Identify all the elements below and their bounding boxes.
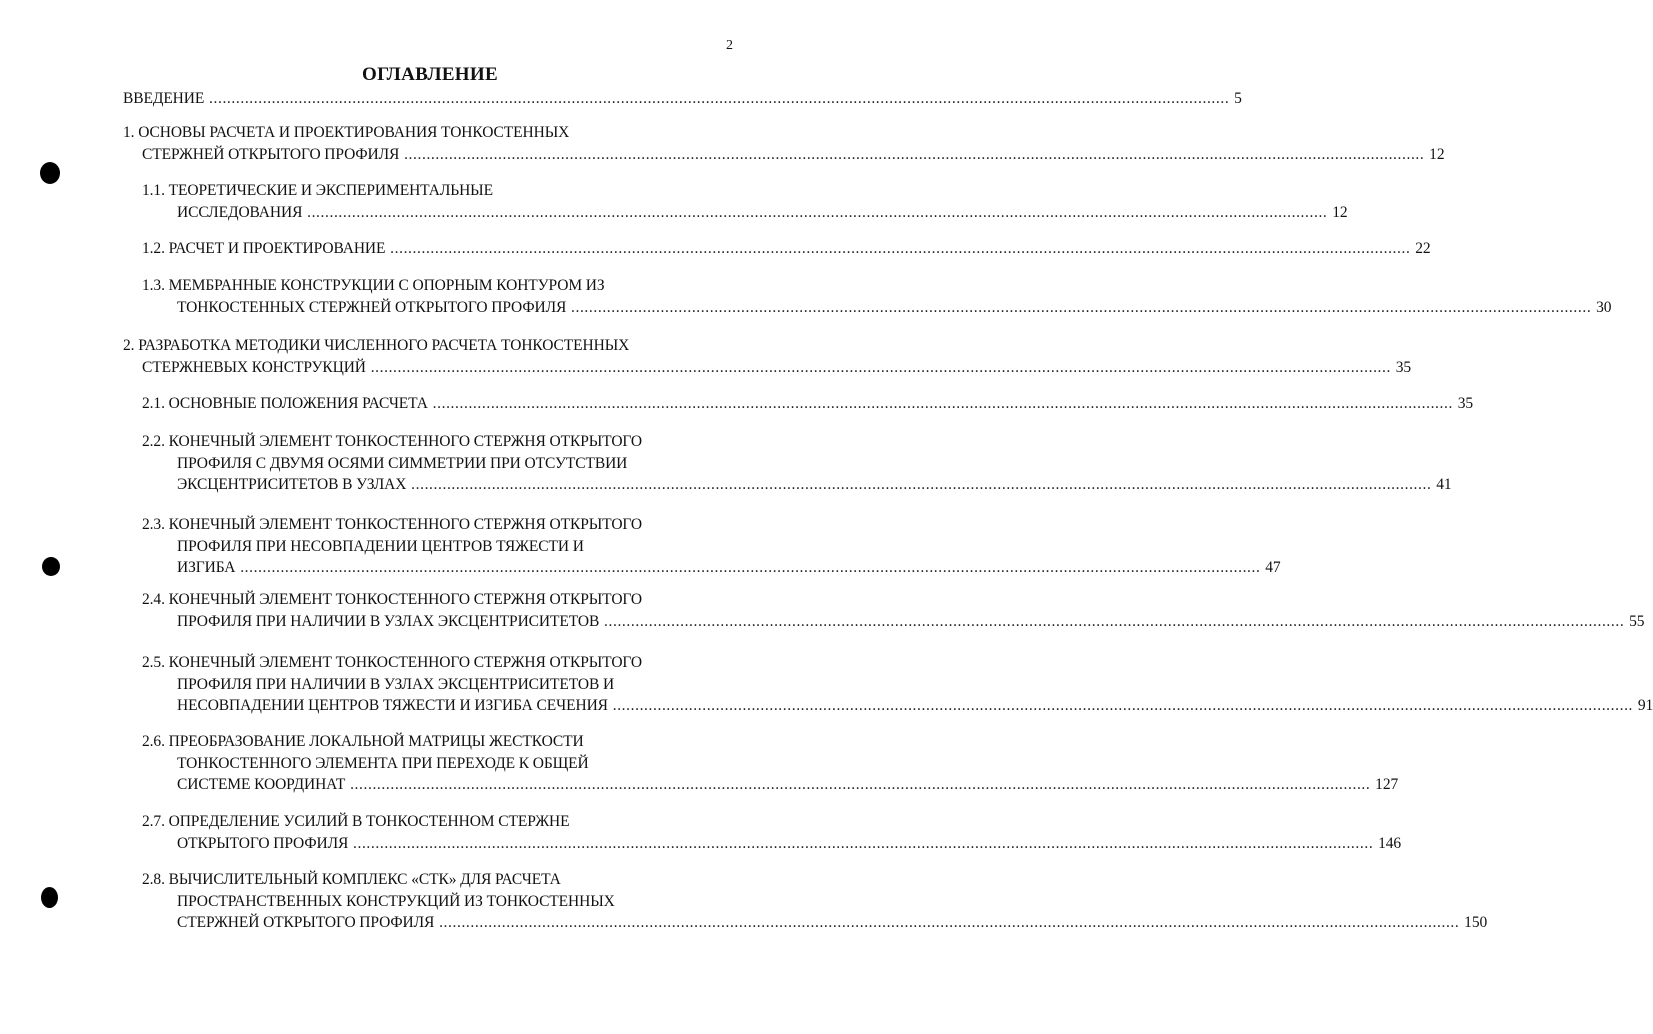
toc-page-number: 12 — [1332, 203, 1348, 221]
leader-dots — [439, 914, 1459, 931]
toc-entry-1-1[interactable] — [142, 180, 1348, 223]
toc-entry-title: 1.1. ТЕОРЕТИЧЕСКИЕ И ЭКСПЕРИМЕНТАЛЬНЫЕ — [142, 182, 493, 199]
toc-page-number: 12 — [1429, 145, 1445, 163]
leader-dots — [353, 835, 1373, 852]
toc-entry-title: ВВЕДЕНИЕ — [123, 90, 205, 107]
leader-dots — [604, 613, 1624, 630]
leader-dots — [433, 395, 1453, 412]
toc-entry-title-cont: ТОНКОСТЕННОГО ЭЛЕМЕНТА ПРИ ПЕРЕХОДЕ К ОБЩЕЙ — [177, 754, 589, 772]
leader-dots — [209, 90, 1229, 107]
toc-entry-title-cont: СТЕРЖНЕЙ ОТКРЫТОГО ПРОФИЛЯ — [177, 914, 435, 931]
toc-entry-title-cont: СИСТЕМЕ КООРДИНАТ — [177, 776, 346, 793]
toc-page-number: 41 — [1436, 476, 1452, 493]
toc-entry-intro[interactable] — [123, 88, 1242, 110]
scan-blot — [40, 162, 60, 184]
toc-entry-title: 2.3. КОНЕЧНЫЙ ЭЛЕМЕНТ ТОНКОСТЕННОГО СТЕРЖНЯ ОТКРЫТОГО — [142, 516, 643, 533]
toc-page-number: 47 — [1265, 559, 1281, 576]
toc-page-number: 55 — [1629, 612, 1645, 630]
leader-dots — [307, 204, 1327, 221]
scan-blot — [41, 887, 58, 908]
toc-page-number: 5 — [1234, 90, 1242, 107]
toc-page-number: 91 — [1637, 697, 1653, 714]
leader-dots — [240, 559, 1260, 576]
toc-entry-title-cont: ПРОФИЛЯ ПРИ НЕСОВПАДЕНИИ ЦЕНТРОВ ТЯЖЕСТИ И — [177, 537, 584, 555]
toc-entry-2-4[interactable] — [142, 589, 1645, 632]
toc-entry-title: 1. ОСНОВЫ РАСЧЕТА И ПРОЕКТИРОВАНИЯ ТОНКОСТЕННЫХ — [123, 124, 570, 141]
toc-entry-title: 2.4. КОНЕЧНЫЙ ЭЛЕМЕНТ ТОНКОСТЕННОГО СТЕРЖНЯ ОТКРЫТОГО — [142, 591, 643, 608]
toc-entry-2-5[interactable] — [142, 652, 1653, 717]
toc-page-number: 127 — [1375, 776, 1399, 793]
toc-entry-1-3[interactable] — [142, 275, 1612, 318]
toc-entry-1-2[interactable] — [142, 238, 1431, 260]
page-number: 2 — [726, 38, 733, 53]
scan-blot — [42, 557, 60, 576]
toc-entry-2-7[interactable] — [142, 811, 1402, 854]
toc-entry-title-cont: НЕСОВПАДЕНИИ ЦЕНТРОВ ТЯЖЕСТИ И ИЗГИБА СЕЧЕНИЯ — [177, 697, 608, 714]
toc-entry-title-cont: ЭКСЦЕНТРИСИТЕТОВ В УЗЛАХ — [177, 476, 407, 493]
toc-entry-title: 2.6. ПРЕОБРАЗОВАНИЕ ЛОКАЛЬНОЙ МАТРИЦЫ ЖЕСТКОСТИ — [142, 733, 584, 750]
toc-entry-title-cont: ПРОФИЛЯ С ДВУМЯ ОСЯМИ СИММЕТРИИ ПРИ ОТСУТСТВИИ — [177, 454, 628, 472]
toc-entry-title-cont: ПРОФИЛЯ ПРИ НАЛИЧИИ В УЗЛАХ ЭКСЦЕНТРИСИТЕТОВ — [177, 612, 600, 630]
leader-dots — [411, 476, 1431, 493]
leader-dots — [371, 359, 1391, 376]
toc-entry-title: 2.5. КОНЕЧНЫЙ ЭЛЕМЕНТ ТОНКОСТЕННОГО СТЕРЖНЯ ОТКРЫТОГО — [142, 654, 643, 671]
toc-entry-title-cont: ТОНКОСТЕННЫХ СТЕРЖНЕЙ ОТКРЫТОГО ПРОФИЛЯ — [177, 298, 567, 316]
toc-entry-title-cont: ИССЛЕДОВАНИЯ — [177, 203, 303, 221]
leader-dots — [571, 299, 1591, 316]
toc-entry-title: 2.8. ВЫЧИСЛИТЕЛЬНЫЙ КОМПЛЕКС «СТК» ДЛЯ РАСЧЕТА — [142, 871, 561, 888]
toc-entry-title: 2.1. ОСНОВНЫЕ ПОЛОЖЕНИЯ РАСЧЕТА — [142, 395, 428, 412]
toc-entry-chapter-1[interactable] — [123, 122, 1445, 165]
leader-dots — [404, 146, 1424, 163]
toc-entry-chapter-2[interactable] — [123, 335, 1412, 378]
toc-entry-title: 2.2. КОНЕЧНЫЙ ЭЛЕМЕНТ ТОНКОСТЕННОГО СТЕРЖНЯ ОТКРЫТОГО — [142, 433, 643, 450]
toc-page-number: 146 — [1378, 834, 1402, 852]
toc-entry-title-cont: ПРОФИЛЯ ПРИ НАЛИЧИИ В УЗЛАХ ЭКСЦЕНТРИСИТЕТОВ И — [177, 675, 615, 693]
toc-entry-2-3[interactable] — [142, 514, 1281, 579]
toc-entry-title-cont: ПРОСТРАНСТВЕННЫХ КОНСТРУКЦИЙ ИЗ ТОНКОСТЕННЫХ — [177, 892, 615, 910]
toc-entry-title-cont: СТЕРЖНЕВЫХ КОНСТРУКЦИЙ — [142, 358, 366, 376]
toc-entry-2-2[interactable] — [142, 431, 1452, 496]
toc-entry-2-6[interactable] — [142, 731, 1399, 796]
toc-page-number: 35 — [1457, 395, 1474, 412]
toc-entry-title-cont: ОТКРЫТОГО ПРОФИЛЯ — [177, 834, 349, 852]
toc-entry-title-cont: СТЕРЖНЕЙ ОТКРЫТОГО ПРОФИЛЯ — [142, 145, 400, 163]
toc-entry-2-8[interactable] — [142, 869, 1488, 934]
toc-entry-title: 1.3. МЕМБРАННЫЕ КОНСТРУКЦИИ С ОПОРНЫМ КОНТУРОМ ИЗ — [142, 277, 605, 294]
toc-page-number: 30 — [1596, 298, 1612, 316]
toc-page-number: 35 — [1395, 358, 1412, 376]
toc-entry-title: 2. РАЗРАБОТКА МЕТОДИКИ ЧИСЛЕННОГО РАСЧЕТА ТОНКОСТЕННЫХ — [123, 337, 630, 354]
toc-page-number: 22 — [1415, 240, 1431, 257]
toc-entry-title: 2.7. ОПРЕДЕЛЕНИЕ УСИЛИЙ В ТОНКОСТЕННОМ СТЕРЖНЕ — [142, 813, 570, 830]
toc-entry-title: 1.2. РАСЧЕТ И ПРОЕКТИРОВАНИЕ — [142, 240, 386, 257]
leader-dots — [350, 776, 1370, 793]
toc-entry-title-cont: ИЗГИБА — [177, 559, 236, 576]
leader-dots — [613, 697, 1633, 714]
toc-entry-2-1[interactable] — [142, 393, 1474, 415]
toc-page-number: 150 — [1464, 914, 1488, 931]
leader-dots — [390, 240, 1410, 257]
page-title: ОГЛАВЛЕНИЕ — [362, 64, 498, 85]
